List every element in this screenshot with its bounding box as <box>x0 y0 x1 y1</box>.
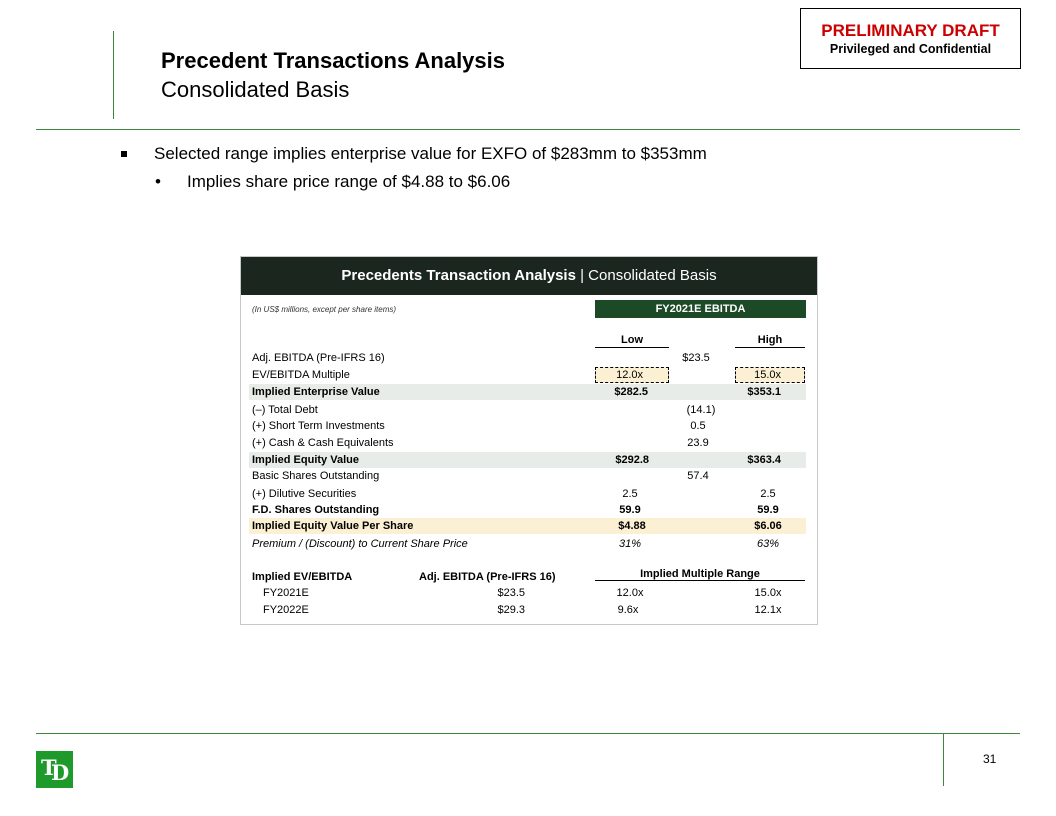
header-horizontal-rule <box>36 129 1020 130</box>
implied-range-header: Implied Multiple Range <box>640 568 760 580</box>
value-dilutive-high: 2.5 <box>760 488 776 500</box>
bullet-sub <box>155 172 510 192</box>
group-header: FY2021E EBITDA <box>595 300 806 318</box>
row-label-premium: Premium / (Discount) to Current Share Price <box>252 538 468 550</box>
value-fd-shares-high: 59.9 <box>757 504 779 516</box>
value-basic-shares: 57.4 <box>687 470 709 482</box>
td-logo <box>36 751 73 788</box>
row-label-sti: (+) Short Term Investments <box>252 420 385 432</box>
header-vertical-rule <box>113 31 114 119</box>
value-sti: 0.5 <box>690 420 706 432</box>
units-note: (In US$ millions, except per share items) <box>252 305 397 314</box>
value-multiple-low: 12.0x <box>616 369 643 381</box>
implied-range-underline <box>595 580 805 581</box>
implied-row-high: 12.1x <box>754 604 782 616</box>
implied-row-year: FY2021E <box>263 587 309 599</box>
row-label-multiple: EV/EBITDA Multiple <box>252 369 350 381</box>
value-equity-low: $292.8 <box>615 454 649 466</box>
value-per-share-low: $4.88 <box>618 520 646 532</box>
panel-title-bold: Precedents Transaction Analysis <box>341 267 576 284</box>
round-bullet-icon: • <box>155 172 161 191</box>
implied-row-year: FY2022E <box>263 604 309 616</box>
row-label-dilutive: (+) Dilutive Securities <box>252 488 357 500</box>
implied-row-low: 9.6x <box>617 604 639 616</box>
row-label-equity: Implied Equity Value <box>252 454 359 466</box>
draft-stamp <box>800 8 1021 69</box>
value-ev-high: $353.1 <box>747 386 781 398</box>
value-ev-low: $282.5 <box>614 386 648 398</box>
value-debt: (14.1) <box>686 404 716 416</box>
low-underline <box>595 347 669 348</box>
value-multiple-high: 15.0x <box>754 369 781 381</box>
bullet-sub-text: Implies share price range of $4.88 to $6.06 <box>187 172 511 191</box>
implied-row-ebitda: $29.3 <box>497 604 525 616</box>
implied-section-label: Implied EV/EBITDA <box>252 571 353 583</box>
row-label-cash: (+) Cash & Cash Equivalents <box>252 437 394 449</box>
td-logo-letter-t: T <box>41 755 57 780</box>
value-per-share-high: $6.06 <box>754 520 782 532</box>
footer-vertical-rule <box>943 734 944 786</box>
value-equity-high: $363.4 <box>747 454 781 466</box>
value-adj-ebitda: $23.5 <box>682 352 710 364</box>
row-label-basic-shares: Basic Shares Outstanding <box>252 470 380 482</box>
panel-title-rest: Consolidated Basis <box>588 267 717 284</box>
confidential-label: Privileged and Confidential <box>829 42 992 56</box>
draft-label: PRELIMINARY DRAFT <box>821 21 1000 40</box>
value-dilutive-low: 2.5 <box>622 488 638 500</box>
panel-title-separator: | <box>575 267 589 284</box>
row-label-fd-shares: F.D. Shares Outstanding <box>252 504 380 516</box>
page-title: Precedent Transactions Analysis <box>161 48 505 73</box>
page-subtitle: Consolidated Basis <box>161 77 350 102</box>
td-logo-letter-d: D <box>51 760 70 785</box>
implied-row-low: 12.0x <box>616 587 644 599</box>
implied-ebitda-header: Adj. EBITDA (Pre-IFRS 16) <box>419 571 556 583</box>
value-premium-low: 31% <box>618 538 642 550</box>
row-label-adj-ebitda: Adj. EBITDA (Pre-IFRS 16) <box>252 352 385 364</box>
implied-row-high: 15.0x <box>754 587 782 599</box>
value-cash: 23.9 <box>687 437 709 449</box>
row-label-per-share: Implied Equity Value Per Share <box>252 520 414 532</box>
row-label-ev: Implied Enterprise Value <box>252 386 380 398</box>
page-number: 31 <box>983 752 997 766</box>
value-fd-shares-low: 59.9 <box>619 504 641 516</box>
implied-row-ebitda: $23.5 <box>497 587 525 599</box>
bullet-main-text: Selected range implies enterprise value for EXFO of $283mm to $353mm <box>154 144 707 163</box>
row-label-debt: (–) Total Debt <box>252 404 318 416</box>
high-underline <box>735 347 805 348</box>
panel-header <box>241 257 817 295</box>
footer-horizontal-rule <box>36 733 1020 734</box>
column-header-low: Low <box>621 334 643 346</box>
analysis-panel <box>240 256 818 625</box>
square-bullet-icon <box>121 151 127 157</box>
column-header-high: High <box>757 334 783 346</box>
value-premium-high: 63% <box>756 538 780 550</box>
